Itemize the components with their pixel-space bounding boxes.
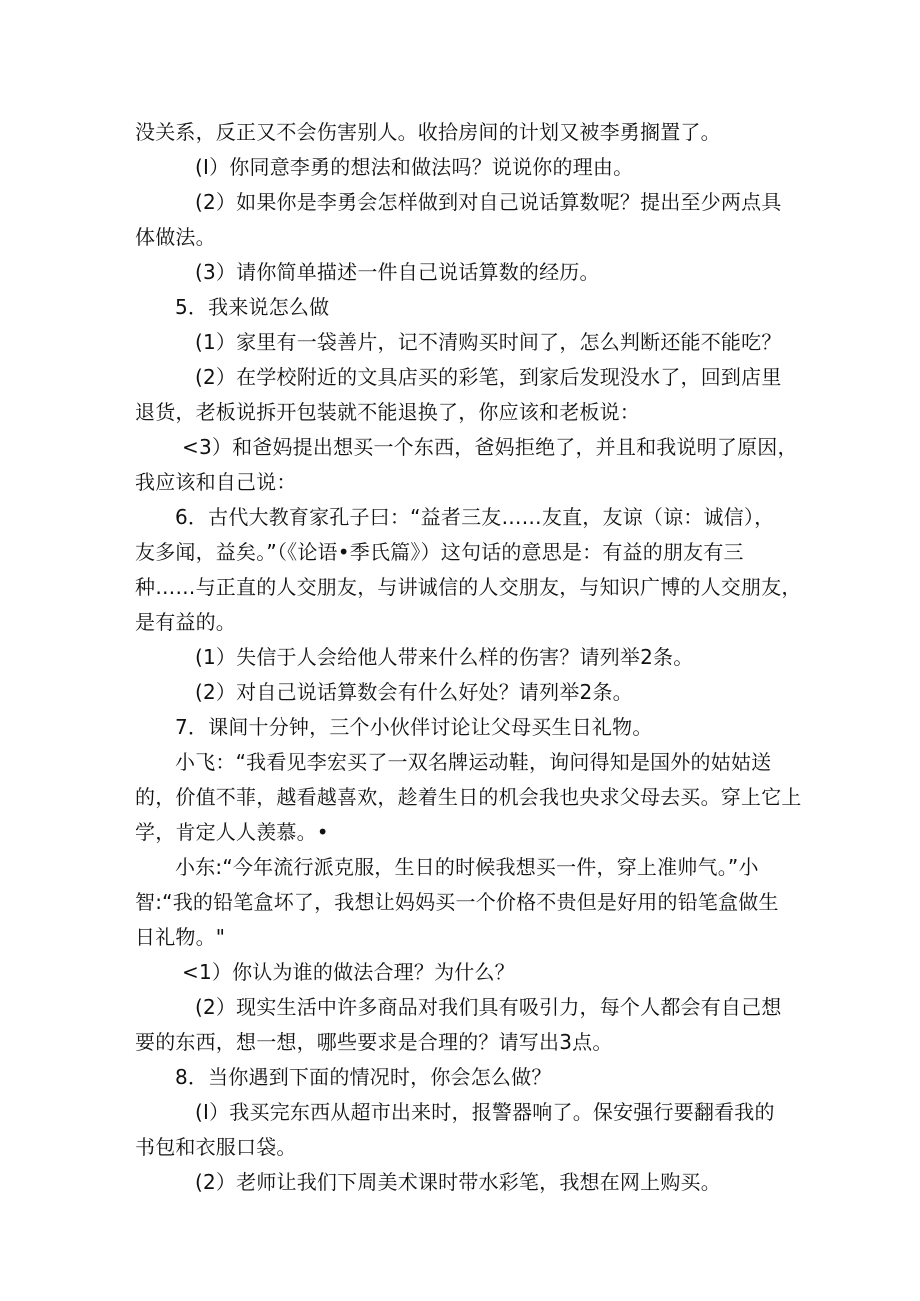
text-line: (2）对自己说话算数会有什么好处？请列举2条。: [195, 680, 633, 704]
text-line: 是有益的。: [135, 610, 236, 634]
text-line: (2）老师让我们下周美术课时带水彩笔，我想在网上购买。: [195, 1170, 721, 1194]
text-line: <1）你认为谁的做法合理？为什么？: [182, 960, 515, 984]
text-line: 7．课间十分钟，三个小伙伴讨论让父母买生日礼物。: [175, 715, 653, 739]
text-line: 友多闻，益矣。”（《论语•季氏篇》）这句话的意思是：有益的朋友有三: [135, 540, 744, 564]
text-line: 小东:“今年流行派克服，生日的时候我想买一件，穿上准帅气。”小: [175, 855, 759, 879]
text-line: 8．当你遇到下面的情况时，你会怎么做？: [175, 1065, 552, 1089]
text-line: 小飞：“我看见李宏买了一双名牌运动鞋，询问得知是国外的姑姑送: [175, 750, 772, 774]
text-line: 体做法。: [135, 225, 216, 249]
text-line: 没关系，反正又不会伤害别人。收拾房间的计划又被李勇搁置了。: [135, 120, 721, 144]
text-line: 种……与正直的人交朋友，与讲诚信的人交朋友，与知识广博的人交朋友，: [135, 575, 802, 599]
text-line: (2）在学校附近的文具店买的彩笔，到家后发现没水了，回到店里: [195, 365, 782, 389]
text-line: 的，价值不菲，越看越喜欢，趁着生日的机会我也央求父母去买。穿上它上: [135, 785, 802, 809]
text-line: 我应该和自己说：: [135, 470, 297, 494]
text-line: (I）你同意李勇的想法和做法吗？说说你的理由。: [195, 155, 634, 179]
text-line: 5．我来说怎么做: [175, 295, 330, 319]
text-line: 学，肯定人人羡慕。•: [135, 820, 329, 844]
text-line: (I）我买完东西从超市出来时，报警器响了。保安强行要翻看我的: [195, 1100, 775, 1124]
text-line: 书包和衣服口袋。: [135, 1135, 297, 1159]
text-line: 日礼物。": [135, 925, 226, 949]
text-line: 要的东西，想一想，哪些要求是合理的？请写出3点。: [135, 1030, 613, 1054]
text-line: <3）和爸妈提出想买一个东西，爸妈拒绝了，并且和我说明了原因，: [182, 435, 798, 459]
text-line: (1）失信于人会给他人带来什么样的伤害？请列举2条。: [195, 645, 694, 669]
text-line: (3）请你简单描述一件自己说话算数的经历。: [195, 260, 600, 284]
text-line: 6．古代大教育家孔子曰：“益者三友……友直，友谅（谅：诚信），: [175, 505, 775, 529]
text-line: 智:“我的铅笔盒坏了，我想让妈妈买一个价格不贵但是好用的铅笔盒做生: [135, 890, 779, 914]
text-line: 退货，老板说拆开包装就不能退换了，你应该和老板说：: [135, 400, 640, 424]
text-line: (2）如果你是李勇会怎样做到对自己说话算数呢？提出至少两点具: [195, 190, 782, 214]
text-line: (1）家里有一袋善片，记不清购买时间了，怎么判断还能不能吃？: [195, 330, 782, 354]
text-line: (2）现实生活中许多商品对我们具有吸引力，每个人都会有自己想: [195, 995, 782, 1019]
